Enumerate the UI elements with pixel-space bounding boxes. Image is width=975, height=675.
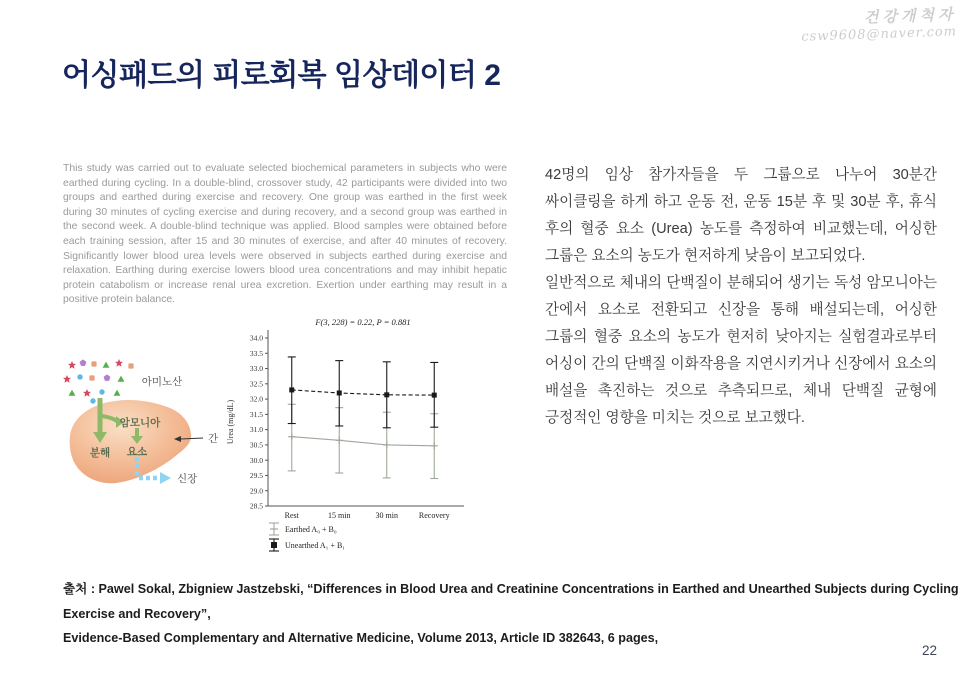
urea-chart [222, 312, 470, 572]
chart-legend-item [269, 523, 337, 535]
chart-series-earthed [288, 404, 439, 478]
svg-text:28.5: 28.5 [249, 501, 263, 511]
svg-text:30.5: 30.5 [249, 440, 263, 450]
watermark [801, 3, 958, 44]
korean-body [545, 162, 937, 432]
decomposition-label: 분해 [89, 447, 111, 459]
liver-illustration [70, 400, 191, 483]
svg-text:29.0: 29.0 [249, 486, 263, 496]
urea-label: 요소 [126, 446, 148, 458]
svg-text:Rest: Rest [284, 511, 299, 520]
korean-paragraph-2: 일반적으로 체내의 단백질이 분해되어 생기는 독성 암모니아는 간에서 요소로 전환되고 신장을 통해 배설되는데, 어싱한 그룹의 혈중 요소의 농도가 현저히 낮아지는 실험결과로부터 어싱이 간의 단백질 이화작용을 지연시키거나 신장에서 요소의 배설을 촉진하는 것으로 추측되므로, 체내 단백질 균형에 긍정적인 영향을 미치는 것으로 보고했다. [545, 275, 937, 426]
svg-text:33.5: 33.5 [249, 348, 263, 358]
svg-text:30.0: 30.0 [249, 455, 263, 465]
amino-acid-shapes [63, 359, 134, 404]
svg-text:30 min: 30 min [375, 511, 398, 520]
page-number: 22 [921, 643, 937, 658]
svg-text:Urea (mg/dL): Urea (mg/dL) [226, 399, 235, 445]
svg-text:31.5: 31.5 [249, 409, 263, 419]
citation-line-1: 출처 : Pawel Sokal, Zbigniew Jastzebski, “Differences in Blood Urea and Creatinine Concentrations in Earthed and Unearthed Subjects during Cycling Exercise and Recovery”, [63, 582, 959, 621]
svg-text:Unearthed A₁ + B₁: Unearthed A₁ + B₁ [285, 540, 346, 550]
svg-text:F(3, 228) = 0.22, P = 0.881: F(3, 228) = 0.22, P = 0.881 [315, 317, 411, 327]
urea-cycle-diagram [60, 338, 240, 508]
watermark-email: csw9608@naver.com [801, 24, 958, 45]
svg-text:31.0: 31.0 [249, 425, 263, 435]
citation-line-2: Evidence-Based Complementary and Alternative Medicine, Volume 2013, Article ID 382643, 6 pages, [63, 631, 659, 645]
kidney-label: 신장 [177, 473, 198, 485]
svg-text:32.5: 32.5 [249, 379, 263, 389]
amino-acid-label: 아미노산 [141, 376, 183, 388]
svg-text:15 min: 15 min [328, 511, 351, 520]
citation [63, 577, 968, 651]
watermark-signature: 건강개척자 [863, 5, 958, 27]
ammonia-label: 암모니아 [119, 417, 161, 429]
svg-text:29.5: 29.5 [249, 471, 263, 481]
page-title: 어싱패드의 피로회복 임상데이터 2 [62, 59, 501, 92]
svg-text:32.0: 32.0 [249, 394, 263, 404]
svg-text:34.0: 34.0 [249, 333, 263, 343]
liver-label: 간 [208, 433, 219, 445]
svg-text:33.0: 33.0 [249, 364, 263, 374]
svg-text:Earthed A₀ + B₀: Earthed A₀ + B₀ [285, 524, 337, 534]
chart-legend-item [269, 539, 345, 551]
svg-text:Recovery: Recovery [418, 511, 450, 520]
english-abstract: This study was carried out to evaluate selected biochemical parameters in subjects who were earthed during cycling. In a double-blind, crossover study, 42 participants were divided into two groups and earthed during exercise and recovery. One group was earthed in the first week during 30 minutes of cycling exercise and during recovery, and a second group was earthed in the second week. A double-blind technique was applied. Blood samples were obtained before each training session, after 15 and 30 minutes of exercise, and after 40 minutes of recovery. Significantly lower blood urea levels were observed in subjects earthed during exercise and relaxation. Earthing during exercise lowers blood urea concentrations and may inhibit hepatic protein catabolism or increase renal urea excretion. Exertion under earthing may result in a positive protein balance. [63, 163, 507, 306]
chart-series-unearthed [288, 357, 439, 428]
korean-paragraph-1: 42명의 임상 참가자들을 두 그룹으로 나누어 30분간 싸이클링을 하게 하고 운동 전, 운동 15분 후 및 30분 후, 휴식 후의 혈중 요소 (Urea) 농도를 측정하여 비교했는데, 어싱한 그룹은 요소의 농도가 현저하게 낮음이 보고되었다. [545, 167, 937, 264]
